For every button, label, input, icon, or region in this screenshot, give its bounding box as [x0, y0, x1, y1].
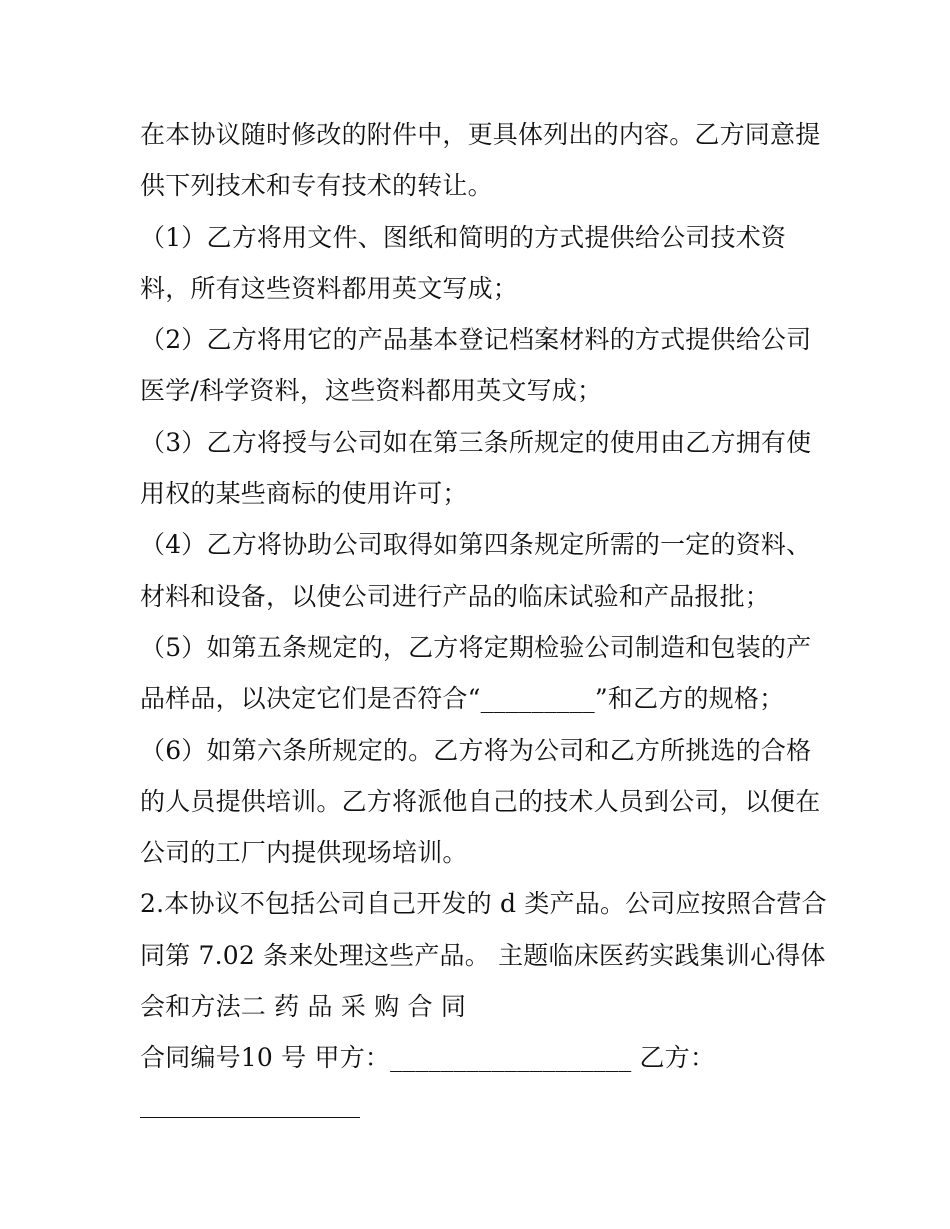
contract-title-line: 会和方法二 药 品 采 购 合 同 [140, 992, 467, 1022]
list-item-6-line: 的人员提供培训。乙方将派他自己的技术人员到公司，以便在 [140, 786, 821, 816]
list-item-3-line: （3）乙方将授与公司如在第三条所规定的使用由乙方拥有使 [140, 427, 812, 457]
list-item-5-line: 品样品，以决定它们是否符合“_________”和乙方的规格； [140, 684, 785, 714]
list-item-2-line: （2）乙方将用它的产品基本登记档案材料的方式提供给公司 [140, 325, 812, 355]
list-item-4-line: （4）乙方将协助公司取得如第四条规定所需的一定的资料、 [140, 530, 812, 560]
list-item-2-line: 医学/科学资料，这些资料都用英文写成； [140, 376, 603, 406]
signature-blank [140, 1087, 360, 1118]
clause-2-line: 2.本协议不包括公司自己开发的 d 类产品。公司应按照合营合 [140, 889, 827, 919]
document-body [140, 109, 840, 1135]
list-item-6-line: 公司的工厂内提供现场培训。 [140, 838, 468, 868]
paragraph-line: 供下列技术和专有技术的转让。 [140, 171, 493, 201]
party-b-blank-line [140, 1084, 840, 1135]
paragraph-line: 在本协议随时修改的附件中，更具体列出的内容。乙方同意提 [140, 120, 821, 149]
list-item-1-line: （1）乙方将用文件、图纸和简明的方式提供给公司技术资 [140, 222, 787, 252]
list-item-3-line: 用权的某些商标的使用许可； [140, 479, 468, 509]
contract-number-line: 合同编号10 号 甲方：___________________ 乙方： [140, 1043, 716, 1073]
clause-2-line: 同第 7.02 条来处理这些产品。 主题临床医药实践集训心得体 [140, 940, 826, 970]
list-item-4-line: 材料和设备，以使公司进行产品的临床试验和产品报批； [140, 581, 771, 611]
list-item-1-line: 料，所有这些资料都用英文写成； [140, 273, 519, 303]
list-item-6-line: （6）如第六条所规定的。乙方将为公司和乙方所挑选的合格 [140, 735, 812, 765]
list-item-5-line: （5）如第五条规定的，乙方将定期检验公司制造和包装的产 [140, 632, 812, 662]
